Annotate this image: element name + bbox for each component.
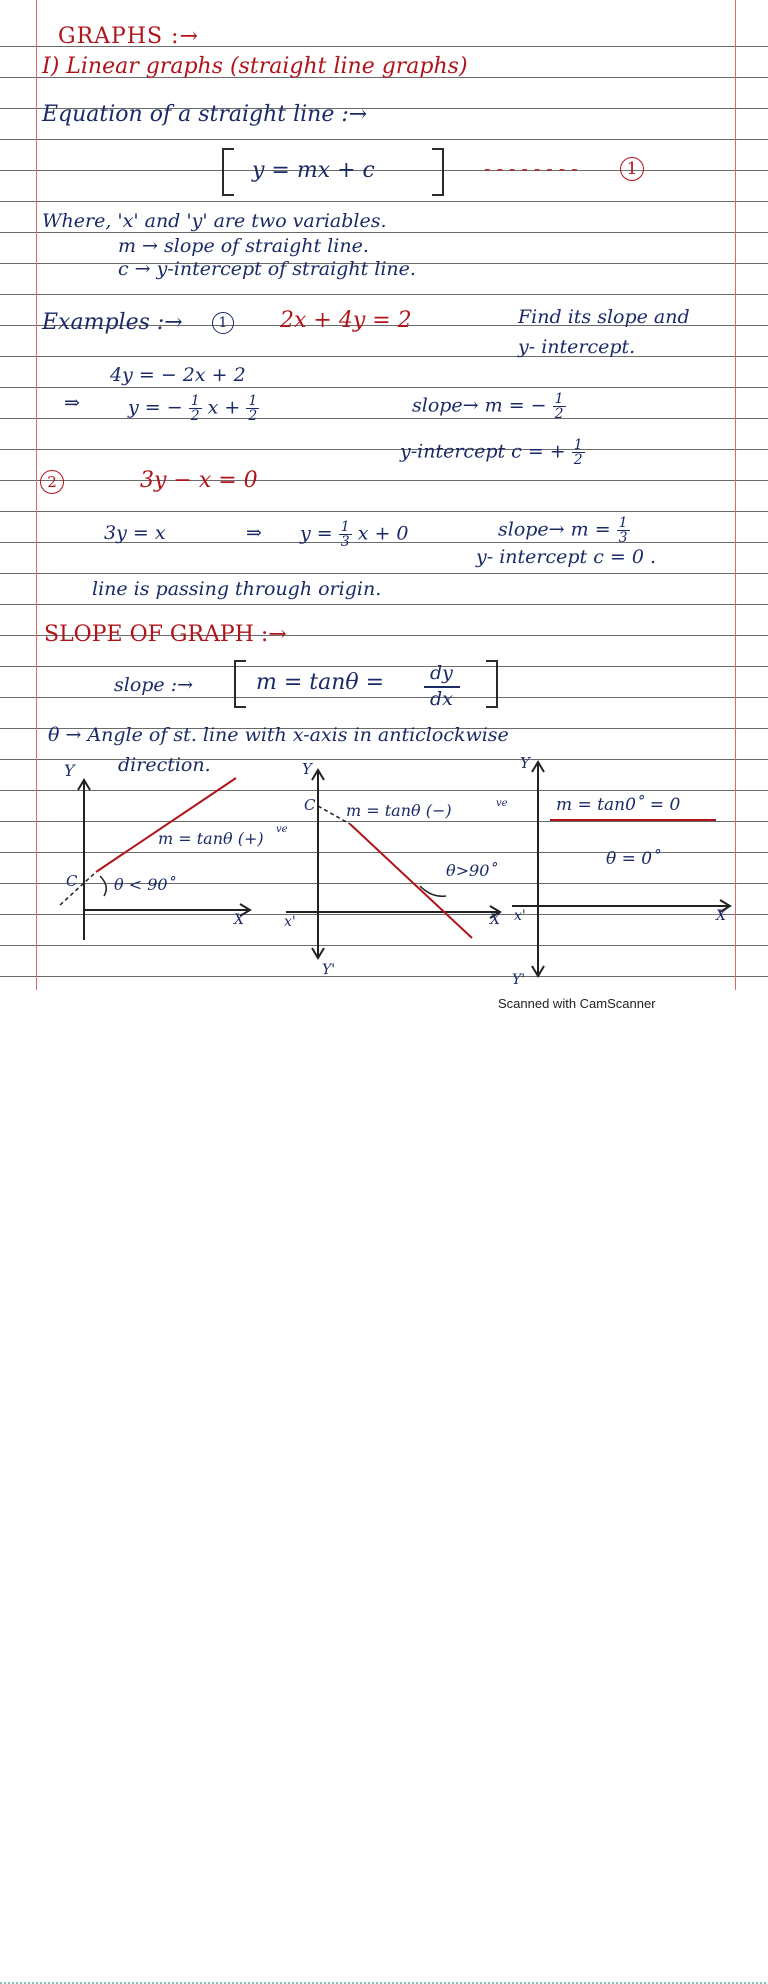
fraction-numerator: 1 (554, 391, 564, 407)
graph-1-angle-label: θ < 90˚ (114, 875, 176, 894)
graph-2-angle-arc (420, 886, 446, 896)
equation-ref-dashes: - - - - - - - - (484, 158, 578, 180)
example-1-step-2-lhs: y = − (128, 396, 183, 419)
graph-2-x-label: X (490, 912, 500, 928)
example-2-step-2 (300, 520, 409, 549)
fraction-one-half (189, 394, 202, 423)
graph-2-angle-label: θ>90˚ (446, 861, 498, 880)
graph-1-sign-label: ve (276, 824, 288, 835)
example-1-task-1: Find its slope and (518, 306, 690, 328)
fraction-slope (553, 392, 566, 421)
graph-2-sign-label: ve (496, 798, 508, 809)
graph-3-theta-label: θ = 0˚ (606, 849, 661, 869)
theta-definition-2: direction. (118, 754, 211, 776)
graph-positive-slope (60, 761, 288, 940)
example-2-step-2-lhs: y = (300, 522, 333, 545)
example-1-step-2-mid: x + (207, 396, 241, 419)
graph-3-slope-label: m = tan0˚ = 0 (556, 795, 681, 815)
fraction-numerator: 1 (618, 515, 628, 531)
graph-3-y-label: Y (520, 754, 530, 772)
where-line-2: m → slope of straight line. (118, 235, 369, 257)
graph-3-x-label: X (716, 908, 726, 924)
example-1-task-2: y- intercept. (518, 336, 636, 358)
fraction-denominator: 2 (190, 408, 200, 424)
fraction-numerator: 1 (190, 393, 200, 409)
example-2-number: 2 (47, 473, 57, 491)
where-line-3: c → y-intercept of straight line. (118, 258, 416, 280)
example-2-step-2-rhs: x + 0 (357, 522, 409, 545)
graph-2-x2-label: x' (284, 914, 296, 930)
example-2-slope (498, 516, 630, 545)
fraction-denominator: 2 (248, 408, 258, 424)
example-1-intercept (400, 438, 585, 467)
graph-3-y2-label: Y' (512, 972, 526, 988)
fraction-one-half-2 (246, 394, 259, 423)
slope-dy: dy (430, 662, 453, 684)
example-1-arrow: ⇒ (64, 392, 80, 414)
page-heading: GRAPHS :→ (58, 24, 199, 49)
subheading: I) Linear graphs (straight line graphs) (42, 54, 468, 79)
example-1-number: 1 (218, 315, 228, 331)
example-2-slope-label: slope→ m = (498, 518, 611, 541)
fraction-intercept (572, 438, 585, 467)
footer-text: Scanned with CamScanner (498, 996, 656, 1011)
slope-section-title: SLOPE OF GRAPH :→ (44, 622, 287, 647)
fraction-denominator: 2 (554, 406, 564, 422)
equation-ref-circle (620, 157, 644, 181)
equation-ref-number: 1 (626, 159, 638, 179)
fraction-denominator: 3 (340, 534, 350, 550)
graph-2-c-label: C (304, 796, 316, 814)
example-2-step-1: 3y = x (104, 522, 166, 544)
graph-zero-slope (512, 754, 730, 988)
graph-1-c-label: C (66, 872, 78, 890)
example-2-circle (40, 470, 64, 494)
example-2-arrow: ⇒ (246, 522, 262, 544)
equation-main: y = mx + c (252, 158, 375, 183)
graph-2-y-label: Y (302, 760, 312, 778)
graph-1-y-label: Y (64, 761, 75, 780)
slope-formula: m = tanθ = (256, 670, 385, 695)
examples-label: Examples :→ (42, 310, 183, 335)
example-2-note: line is passing through origin. (92, 578, 382, 600)
fraction-numerator: 1 (340, 519, 350, 535)
example-1-step-2 (128, 394, 259, 423)
where-line-1: Where, 'x' and 'y' are two variables. (42, 210, 387, 232)
example-1-equation: 2x + 4y = 2 (280, 308, 412, 333)
graph-3-x2-label: x' (514, 908, 526, 924)
example-1-slope (412, 392, 566, 421)
equation-heading: Equation of a straight line :→ (42, 102, 368, 127)
example-2-intercept: y- intercept c = 0 . (476, 546, 656, 568)
example-1-slope-label: slope→ m = − (412, 394, 547, 417)
example-1-step-1: 4y = − 2x + 2 (110, 364, 246, 386)
graph-1-line (96, 778, 236, 872)
example-2-equation: 3y − x = 0 (140, 468, 258, 493)
graph-2-y2-label: Y' (322, 962, 336, 978)
fraction-numerator: 1 (573, 437, 583, 453)
fraction-numerator: 1 (248, 393, 258, 409)
fraction-denominator: 2 (573, 452, 583, 468)
example-1-intercept-label: y-intercept c = + (400, 440, 566, 463)
graph-2-slope-label: m = tanθ (−) (346, 801, 452, 820)
fraction-one-third (339, 520, 352, 549)
graph-1-angle-arc (100, 876, 106, 896)
scanner-footer (0, 990, 768, 1024)
graph-2-line (350, 824, 472, 938)
slope-dx: dx (430, 688, 453, 710)
fraction-denominator: 3 (618, 530, 628, 546)
example-1-circle (212, 312, 234, 334)
theta-definition-1: θ → Angle of st. line with x-axis in anticlockwise (48, 724, 509, 746)
slope-label: slope :→ (114, 674, 194, 696)
graph-1-slope-label: m = tanθ (+) (158, 829, 264, 848)
graph-negative-slope (284, 760, 508, 978)
fraction-slope-2 (617, 516, 630, 545)
graph-1-x-label: X (234, 912, 244, 928)
slope-graphs (0, 740, 768, 990)
